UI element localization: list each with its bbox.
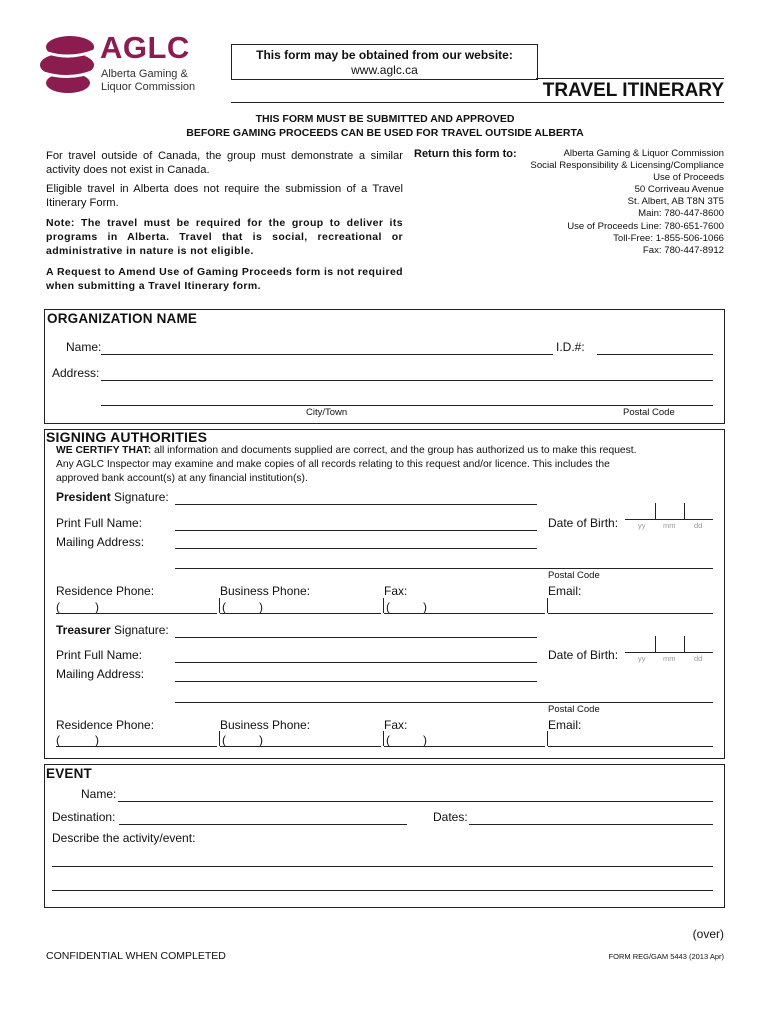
paren-close: ) [259, 600, 263, 614]
president-fax-field[interactable] [384, 613, 545, 614]
paren-open: ( [222, 600, 226, 614]
intro-amend-note: A Request to Amend Use of Gaming Proceeds form is not required when submitting a Travel Itinerary form. [46, 266, 403, 292]
signature-label: Signature: [110, 623, 169, 637]
event-title: EVENT [46, 766, 93, 781]
president-mailing-field-2[interactable] [175, 568, 713, 569]
president-dob-field[interactable] [625, 519, 713, 520]
treasurer-name-field[interactable] [175, 662, 537, 663]
dob-dd-hint: dd [694, 654, 703, 663]
org-city-field[interactable] [101, 405, 713, 406]
return-line: Toll-Free: 1-855-506-1066 [613, 232, 724, 244]
treasurer-dob-label: Date of Birth: [548, 648, 619, 662]
president-name-label: Print Full Name: [56, 516, 143, 530]
treasurer-email-label: Email: [548, 718, 582, 732]
treasurer-mailing-field[interactable] [175, 681, 537, 682]
intro-paragraph-2: Eligible travel in Alberta does not require the submission of a Travel Itinerary Form. [46, 183, 403, 209]
president-residence-phone-label: Residence Phone: [56, 584, 155, 598]
certify-line-2: Any AGLC Inspector may examine and make copies of all records relating to this request and/or licence. This includes the [56, 459, 610, 470]
event-dates-label: Dates: [433, 810, 468, 824]
signature-label: Signature: [110, 490, 169, 504]
treasurer-residence-phone-label: Residence Phone: [56, 718, 155, 732]
event-describe-field-1[interactable] [52, 866, 713, 867]
intro-paragraph-1: For travel outside of Canada, the group must demonstrate a similar activity does not exist in Canada. [46, 150, 403, 176]
notice-line-1: THIS FORM MUST BE SUBMITTED AND APPROVED [255, 113, 515, 125]
org-id-label: I.D.#: [556, 340, 585, 354]
return-line: 50 Corriveau Avenue [634, 184, 724, 196]
return-line: Use of Proceeds Line: 780-651-7600 [567, 220, 724, 232]
treasurer-name-label: Print Full Name: [56, 648, 143, 662]
signing-title: SIGNING AUTHORITIES [46, 429, 208, 445]
org-name-field[interactable] [101, 354, 553, 355]
org-postal-label: Postal Code [623, 407, 675, 418]
paren-open: ( [386, 733, 390, 747]
org-id-field[interactable] [597, 354, 713, 355]
president-signature-label [56, 490, 169, 504]
treasurer-business-phone-field[interactable] [220, 746, 381, 747]
treasurer-signature-label [56, 623, 169, 637]
president-business-phone-label: Business Phone: [220, 584, 311, 598]
field-divider [547, 731, 548, 746]
logo-text: AGLC [100, 30, 190, 65]
president-postal-label: Postal Code [548, 570, 600, 581]
dob-divider [655, 503, 656, 519]
return-line: St. Albert, AB T8N 3T5 [627, 196, 724, 208]
paren-close: ) [95, 733, 99, 747]
return-line: Social Responsibility & Licensing/Compliance [530, 160, 724, 172]
return-to-label: Return this form to: [414, 148, 517, 160]
president-bold: President [56, 490, 111, 504]
title-rule [536, 78, 724, 79]
logo-subtitle-1: Alberta Gaming & [101, 68, 188, 80]
field-divider [219, 598, 220, 613]
event-name-label: Name: [81, 787, 117, 801]
website-box [231, 44, 538, 80]
event-name-field[interactable] [118, 801, 713, 802]
intro-note: Note: The travel must be required for the group to deliver its programs in Alberta. Travel that is social, recreational or administrative in nature is not eligible. [46, 217, 403, 257]
paren-open: ( [222, 733, 226, 747]
return-line: Use of Proceeds [653, 172, 724, 184]
treasurer-mailing-label: Mailing Address: [56, 667, 145, 681]
return-address [504, 148, 724, 257]
return-line: Fax: 780-447-8912 [642, 244, 724, 256]
field-divider [383, 598, 384, 613]
dob-dd-hint: dd [694, 521, 703, 530]
notice-line-2: BEFORE GAMING PROCEEDS CAN BE USED FOR TRAVEL OUTSIDE ALBERTA [186, 127, 584, 139]
president-mailing-label: Mailing Address: [56, 535, 145, 549]
treasurer-residence-phone-field[interactable] [56, 746, 217, 747]
paren-close: ) [423, 733, 427, 747]
paren-open: ( [56, 733, 60, 747]
confidential-note: CONFIDENTIAL WHEN COMPLETED [46, 950, 226, 962]
certify-text: all information and documents supplied are correct, and the group has authorized us to make this request. [151, 445, 637, 456]
president-name-field[interactable] [175, 530, 537, 531]
website-url[interactable]: www.aglc.ca [351, 63, 418, 77]
aglc-logo-mark-icon [40, 33, 96, 95]
aglc-logo [40, 30, 210, 98]
org-name-label: Name: [66, 340, 102, 354]
dob-divider [684, 503, 685, 519]
dob-mm-hint: mm [663, 521, 676, 530]
header-rule [231, 102, 724, 103]
field-divider [383, 731, 384, 746]
form-title: TRAVEL ITINERARY [542, 80, 724, 101]
website-line-1: This form may be obtained from our website: [256, 48, 513, 62]
event-dates-field[interactable] [469, 824, 713, 825]
field-divider [547, 598, 548, 613]
treasurer-fax-field[interactable] [384, 746, 545, 747]
event-destination-field[interactable] [119, 824, 407, 825]
president-signature-field[interactable] [175, 504, 537, 505]
certify-line-1 [56, 445, 637, 456]
organization-title: ORGANIZATION NAME [47, 311, 198, 326]
treasurer-postal-label: Postal Code [548, 704, 600, 715]
org-address-label: Address: [52, 366, 100, 380]
dob-divider [684, 636, 685, 652]
org-address-field[interactable] [101, 380, 713, 381]
treasurer-signature-field[interactable] [175, 637, 537, 638]
paren-open: ( [56, 600, 60, 614]
dob-yy-hint: yy [638, 654, 646, 663]
treasurer-mailing-field-2[interactable] [175, 702, 713, 703]
president-dob-label: Date of Birth: [548, 516, 619, 530]
dob-yy-hint: yy [638, 521, 646, 530]
event-destination-label: Destination: [52, 810, 116, 824]
dob-divider [655, 636, 656, 652]
treasurer-bold: Treasurer [56, 623, 111, 637]
paren-open: ( [386, 600, 390, 614]
return-line: Alberta Gaming & Liquor Commission [563, 148, 724, 159]
paren-close: ) [95, 600, 99, 614]
president-fax-label: Fax: [384, 584, 408, 598]
president-business-phone-field[interactable] [220, 613, 381, 614]
form-number: FORM REG/GAM 5443 (2013 Apr) [608, 952, 724, 961]
dob-mm-hint: mm [663, 654, 676, 663]
president-mailing-field[interactable] [175, 548, 537, 549]
certify-line-3: approved bank account(s) at any financial institution(s). [56, 473, 308, 484]
event-describe-field-2[interactable] [52, 890, 713, 891]
event-describe-label: Describe the activity/event: [52, 831, 196, 845]
treasurer-email-field[interactable] [548, 746, 713, 747]
president-email-label: Email: [548, 584, 582, 598]
president-email-field[interactable] [548, 613, 713, 614]
org-city-label: City/Town [306, 407, 348, 418]
treasurer-dob-field[interactable] [625, 652, 713, 653]
treasurer-business-phone-label: Business Phone: [220, 718, 311, 732]
paren-close: ) [259, 733, 263, 747]
return-line: Main: 780-447-8600 [638, 208, 724, 220]
paren-close: ) [423, 600, 427, 614]
field-divider [219, 731, 220, 746]
treasurer-fax-label: Fax: [384, 718, 408, 732]
logo-subtitle-2: Liquor Commission [101, 81, 196, 93]
certify-bold: WE CERTIFY THAT: [56, 445, 152, 456]
president-residence-phone-field[interactable] [56, 613, 217, 614]
over-note: (over) [692, 927, 724, 941]
